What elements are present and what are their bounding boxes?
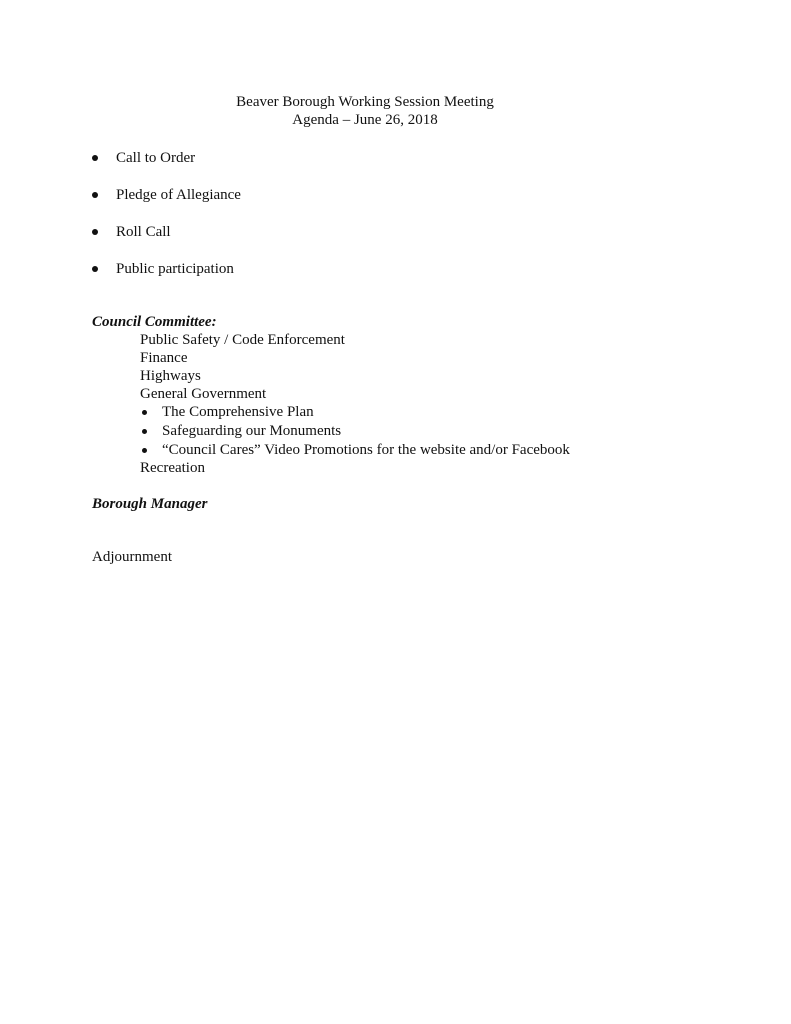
- adjournment: Adjournment: [92, 549, 172, 565]
- bullet-icon: [92, 192, 98, 198]
- committee-item-highways: Highways: [140, 368, 201, 384]
- bullet-icon: [92, 155, 98, 161]
- committee-item-public-safety: Public Safety / Code Enforcement: [140, 332, 345, 348]
- borough-manager-heading: Borough Manager: [92, 496, 208, 512]
- committee-item-recreation: Recreation: [140, 460, 205, 476]
- bullet-icon: [92, 229, 98, 235]
- bullet-icon: [142, 429, 147, 434]
- bullet-icon: [142, 448, 147, 453]
- document-subtitle-date: Agenda – June 26, 2018: [292, 112, 438, 128]
- document-title: Beaver Borough Working Session Meeting: [236, 94, 494, 110]
- bullet-icon: [92, 266, 98, 272]
- agenda-page: Beaver Borough Working Session Meeting Agenda – June 26, 2018 Call to Order Pledge of Allegiance Roll Call Public participation Council Committee: Public Safety / Code Enforcement Finance Highways General Government The Comprehensive Plan Safeguarding our Monuments “Council Cares” Video Promotions for the website and/or Facebook Recreation Borough Manager Adjournment: [0, 0, 791, 1024]
- bullet-icon: [142, 410, 147, 415]
- council-committee-heading: Council Committee:: [92, 314, 217, 330]
- committee-item-general-government: General Government: [140, 386, 267, 402]
- committee-item-finance: Finance: [140, 350, 188, 366]
